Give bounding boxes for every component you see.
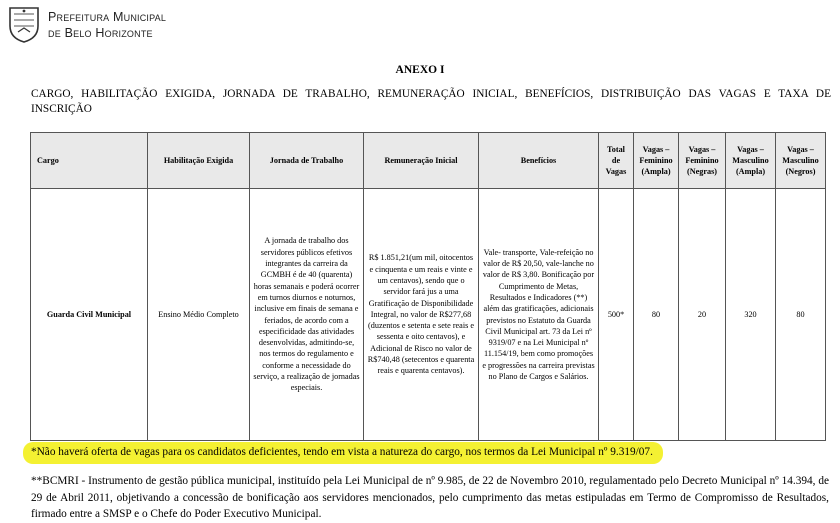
header-total-vagas: Total de Vagas bbox=[599, 133, 634, 189]
pbh-logo bbox=[6, 4, 206, 44]
header-jornada: Jornada de Trabalho bbox=[250, 133, 364, 189]
footnote-bcmri: **BCMRI - Instrumento de gestão pública municipal, instituído pela Lei Municipal de nº 9.985, de 22 de Novembro 2010, regulamentado pelo Decreto Municipal nº 14.394, de 29 de Abril 2011, objetivando a concessão de bonificação aos servidores mencionados, pelo cumprimento das metas estipuladas em Termo de Compromisso de Resultados, firmado entre a SMSP e o Chefe do Poder Executivo Municipal. bbox=[31, 475, 829, 520]
header-beneficios: Benefícios bbox=[479, 133, 599, 189]
cell-habilitacao: Ensino Médio Completo bbox=[148, 189, 250, 441]
header-vagas-masculino-negros: Vagas – Masculino (Negros) bbox=[776, 133, 826, 189]
positions-table bbox=[30, 132, 826, 441]
cell-total-vagas: 500* bbox=[599, 189, 634, 441]
footnote-deficientes: *Não haverá oferta de vagas para os candidatos deficientes, tendo em vista a natureza do cargo, nos termos da Lei Municipal nº 9.319/07. bbox=[31, 446, 653, 458]
cell-vagas-masculino-negros: 80 bbox=[776, 189, 826, 441]
table-header-row bbox=[31, 133, 826, 189]
logo-text-line2: de Belo Horizonte bbox=[48, 26, 153, 40]
cell-vagas-masculino-ampla: 320 bbox=[726, 189, 776, 441]
table-row bbox=[31, 189, 826, 441]
logo-text-line1: Prefeitura Municipal bbox=[48, 10, 167, 24]
cell-vagas-feminino-ampla: 80 bbox=[634, 189, 679, 441]
cell-jornada: A jornada de trabalho dos servidores públicos efetivos integrantes da carreira da GCMBH é de 40 (quarenta) horas semanais e poderá ocorrer em turnos diurnos e noturnos, inclusive em finais de semana e feriados, de acordo com a especificidade das atividades desenvolvidas, admitindo-se, nos termos do regulamento e conforme a necessidade do serviço, a realização de jornadas especiais. bbox=[250, 189, 364, 441]
document-heading: CARGO, HABILITAÇÃO EXIGIDA, JORNADA DE TRABALHO, REMUNERAÇÃO INICIAL, BENEFÍCIOS, DISTRIBUIÇÃO DAS VAGAS E TAXA DE INSCRIÇÃO bbox=[31, 88, 831, 115]
header-vagas-feminino-negras: Vagas – Feminino (Negras) bbox=[679, 133, 726, 189]
city-emblem-icon bbox=[6, 4, 42, 44]
header-cargo: Cargo bbox=[31, 133, 148, 189]
cell-remuneracao: R$ 1.851,21(um mil, oitocentos e cinquenta e um reais e vinte e um centavos), sendo que o servidor fará jus a uma Gratificação de Disponibilidade Integral, no valor de R$277,68 (duzentos e setenta e sete reais e sessenta e oito centavos), e Adicional de Risco no valor de R$740,48 (setecentos e quarenta reais e quarenta centavos). bbox=[364, 189, 479, 441]
header-remuneracao: Remuneração Inicial bbox=[364, 133, 479, 189]
header-vagas-feminino-ampla: Vagas – Feminino (Ampla) bbox=[634, 133, 679, 189]
cell-vagas-feminino-negras: 20 bbox=[679, 189, 726, 441]
cell-beneficios: Vale- transporte, Vale-refeição no valor de R$ 20,50, vale-lanche no valor de R$ 3,80. Bonificação por Cumprimento de Metas, Resultados e Indicadores (**) além das gratificações, adicionais previstos no Estatuto da Guarda Civil Municipal art. 73 da Lei nº 9319/07 e na Lei Municipal nº 11.154/19, bem como promoções e progressões na carreira previstas no Plano de Cargos e Salários. bbox=[479, 189, 599, 441]
cell-cargo: Guarda Civil Municipal bbox=[31, 189, 148, 441]
header-habilitacao: Habilitação Exigida bbox=[148, 133, 250, 189]
header-vagas-masculino-ampla: Vagas – Masculino (Ampla) bbox=[726, 133, 776, 189]
annex-title: ANEXO I bbox=[395, 64, 445, 76]
